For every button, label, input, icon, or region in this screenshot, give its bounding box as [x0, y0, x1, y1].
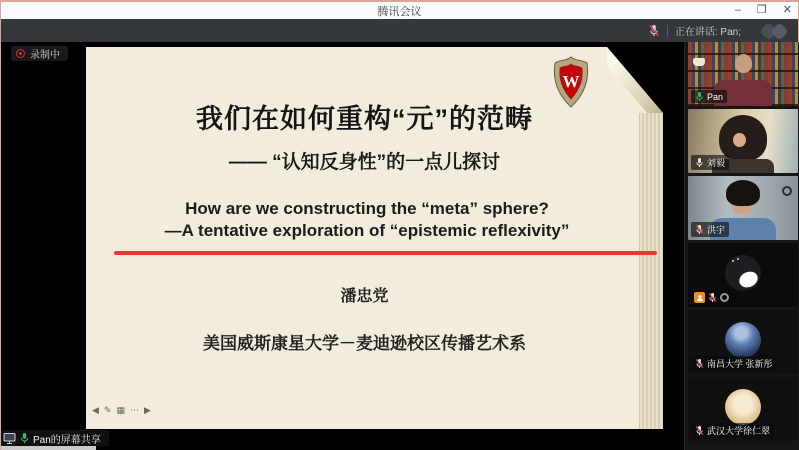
bottom-edge-strip — [1, 446, 96, 450]
person-figure — [735, 54, 752, 73]
screen-share-banner[interactable] — [1, 430, 109, 446]
participant-name: 刘毅 — [707, 158, 726, 168]
recording-badge[interactable] — [11, 46, 68, 61]
presentation-slide — [86, 47, 663, 429]
prev-slide-icon[interactable]: ◀ — [92, 405, 99, 415]
participant-tile-nanchang[interactable] — [688, 310, 798, 374]
maximize-button[interactable]: ❐ — [756, 4, 767, 16]
mic-muted-icon — [695, 358, 704, 369]
mic-on-icon — [695, 157, 704, 168]
toolbar-right — [648, 19, 792, 42]
participant-tile-hong[interactable] — [688, 176, 798, 240]
name-tag — [691, 155, 729, 170]
pen-tool-icon[interactable]: ✎ — [103, 405, 112, 415]
slide-english-line2: —A tentative exploration of “epistemic reflexivity” — [164, 221, 570, 240]
participant-name: Pan — [707, 91, 724, 102]
window-controls — [735, 2, 792, 19]
participant-tile-logo-avatar[interactable] — [688, 243, 798, 307]
lamp-shape — [693, 58, 705, 66]
slide-english-line1: How are we constructing the “meta” sphere? — [185, 199, 549, 218]
avatar — [725, 255, 761, 291]
tencent-meeting-logo-icon — [758, 22, 792, 40]
person-figure — [726, 180, 760, 206]
participant-tile-wuhan[interactable] — [688, 377, 798, 441]
mic-on-icon — [19, 432, 30, 444]
avatar — [725, 389, 761, 425]
toolbar-divider — [667, 25, 668, 37]
status-badges — [691, 291, 732, 304]
meeting-toolbar — [1, 19, 798, 42]
slide-affiliation: 美国威斯康星大学－麦迪逊校区传播艺术系 — [203, 334, 526, 353]
participant-tile-pan[interactable] — [688, 42, 798, 106]
slide-title: 我们在如何重构“元”的范畴 — [196, 104, 533, 134]
participant-tile-liu[interactable] — [688, 109, 798, 173]
name-tag — [691, 423, 774, 438]
red-divider-line — [114, 251, 657, 255]
name-tag — [691, 222, 729, 237]
person-figure — [733, 133, 746, 147]
participant-name: 南昌大学 张新彤 — [707, 359, 773, 369]
shared-screen-stage — [1, 42, 684, 450]
muted-mic-icon — [648, 24, 660, 37]
slide-author: 潘忠党 — [340, 288, 389, 305]
monitor-icon — [3, 432, 16, 445]
window-title: 腾讯会议 — [377, 5, 422, 18]
record-dot-icon — [16, 49, 25, 58]
mic-muted-icon — [708, 292, 717, 303]
member-badge-icon — [694, 292, 705, 303]
slideshow-controls — [92, 405, 151, 415]
slide-subtitle: —— “认知反身性”的一点儿探讨 — [228, 152, 501, 173]
mic-muted-icon — [695, 224, 704, 235]
mic-on-icon — [695, 91, 704, 102]
lamp-shape — [782, 186, 792, 196]
avatar — [725, 322, 761, 358]
svg-text:W: W — [562, 72, 580, 91]
mic-muted-icon — [695, 425, 704, 436]
close-button[interactable]: ✕ — [782, 4, 792, 16]
recording-label: 录制中 — [30, 50, 60, 61]
name-tag — [691, 90, 727, 103]
speaking-indicator: 正在讲话: Pan; — [674, 27, 741, 38]
status-ring-icon — [720, 293, 729, 302]
participants-sidebar — [684, 42, 799, 450]
share-banner-label: Pan的屏幕共享 — [33, 434, 101, 446]
name-tag — [691, 356, 777, 371]
titlebar — [1, 2, 798, 19]
slide-grid-icon[interactable]: ▦ — [116, 405, 125, 415]
participant-name: 武汉大学徐仁翠 — [707, 426, 771, 436]
minimize-button[interactable]: – — [734, 4, 741, 16]
next-slide-icon[interactable]: ▶ — [143, 405, 151, 415]
more-options-icon[interactable]: ⋯ — [129, 405, 139, 415]
participant-name: 洪宇 — [707, 225, 726, 235]
